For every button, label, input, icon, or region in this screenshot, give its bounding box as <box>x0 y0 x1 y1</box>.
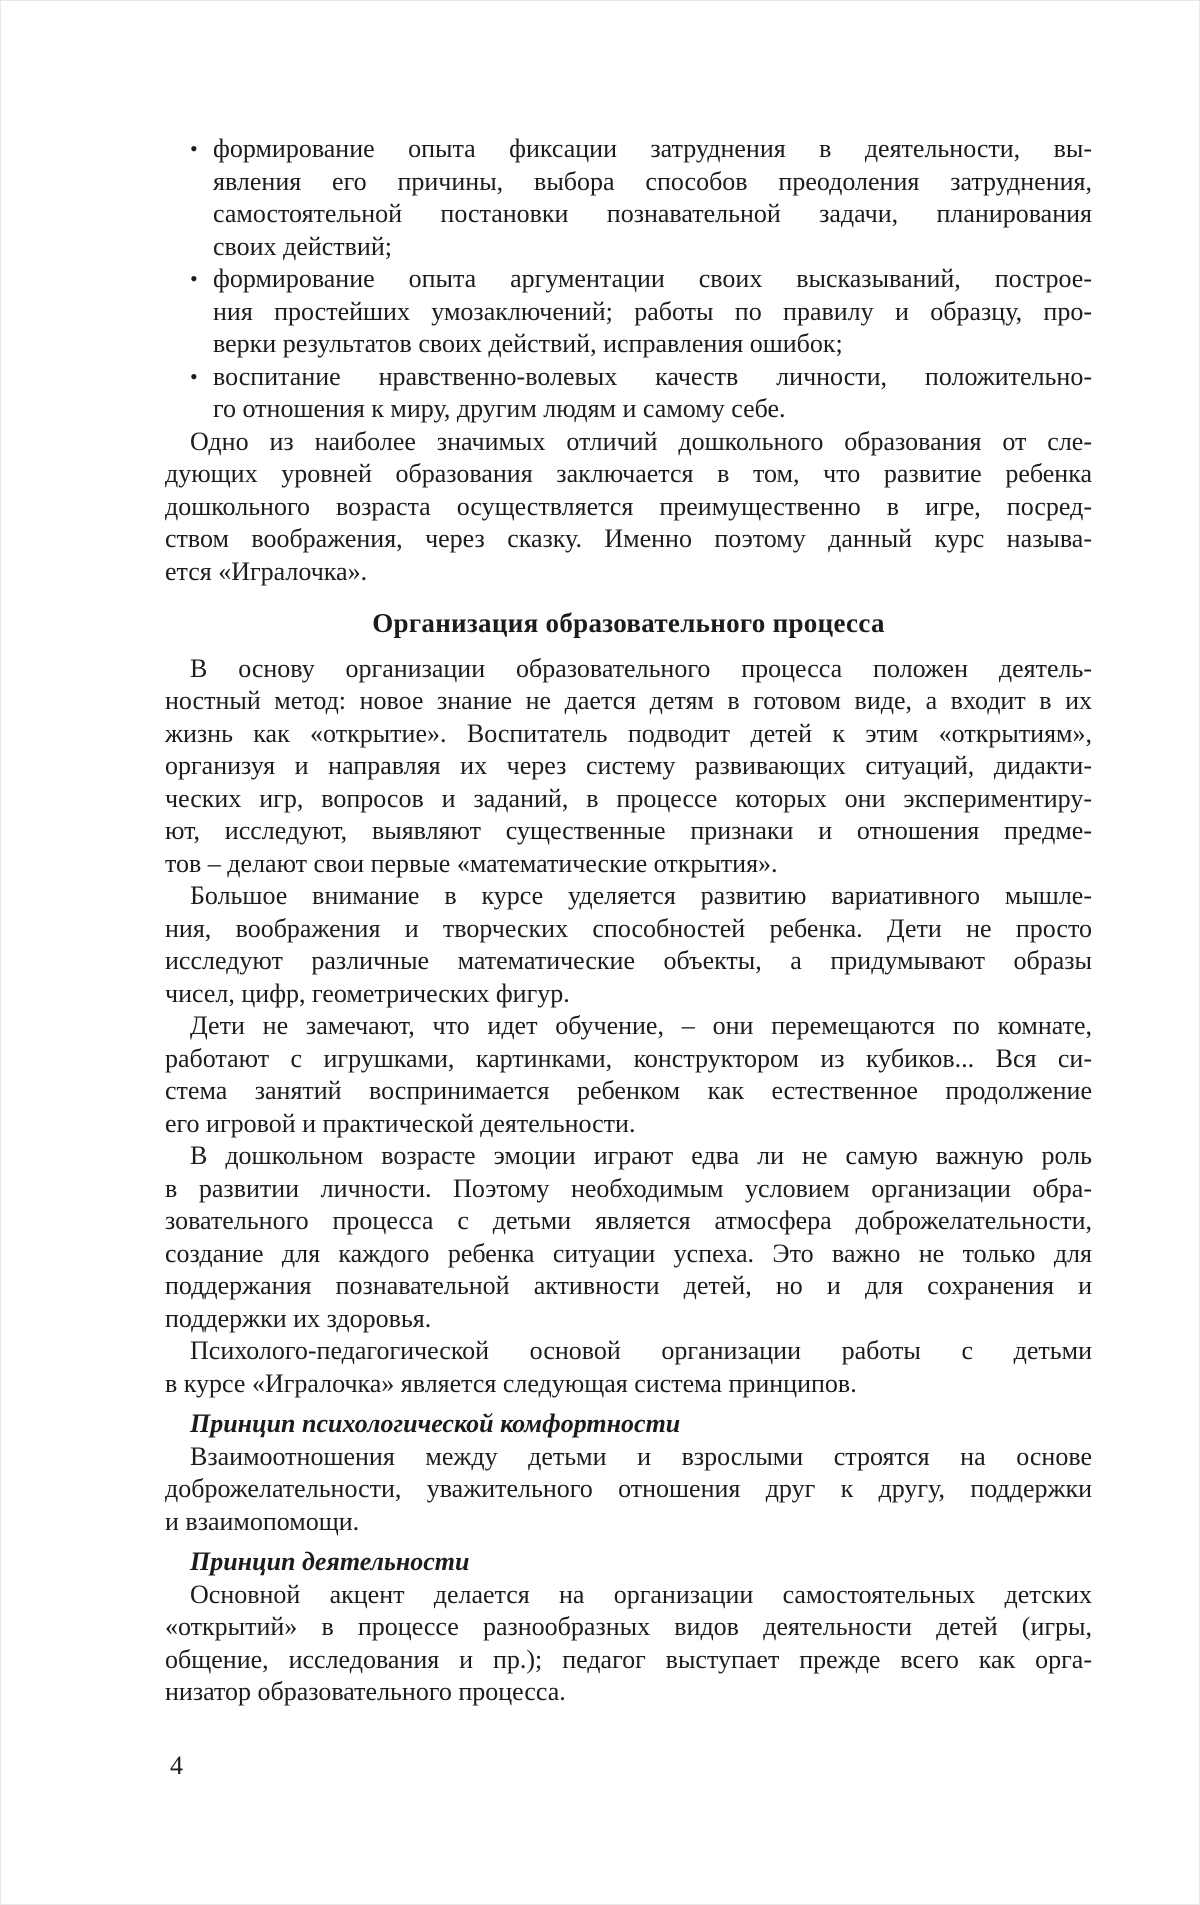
text-line: воспитание нравственно-волевых качеств личности, положительно- <box>213 361 1092 391</box>
bullet-item <box>165 361 1092 426</box>
paragraph <box>165 1010 1092 1140</box>
paragraph <box>165 1579 1092 1709</box>
text-line: ния, воображения и творческих способностей ребенка. Дети не просто <box>165 913 1092 943</box>
text-line: дошкольного возраста осуществляется преимущественно в игре, посред- <box>165 491 1092 521</box>
text-line: Психолого-педагогической основой организации работы с детьми <box>190 1336 1092 1365</box>
text-line: ческих игр, вопросов и заданий, в процессе которых они экспериментиру- <box>165 783 1092 813</box>
text-line: Основной акцент делается на организации самостоятельных детских <box>190 1579 1092 1609</box>
text-line: «открытий» в процессе разнообразных видов деятельности детей (игры, <box>165 1612 1092 1641</box>
text-line: поддержания познавательной активности детей, но и для сохранения и <box>165 1271 1092 1300</box>
text-line: Большое внимание в курсе уделяется развитию вариативного мышле- <box>190 881 1092 910</box>
text-line: самостоятельной постановки познавательной задачи, планирования <box>213 199 1092 228</box>
text-line: доброжелательности, уважительного отношения друг к другу, поддержки <box>165 1474 1092 1503</box>
bullet-icon: • <box>190 266 198 291</box>
paragraph <box>165 653 1092 881</box>
text-line: Одно из наиболее значимых отличий дошкольного образования от сле- <box>190 426 1092 456</box>
text-line: его игровой и практической деятельности. <box>165 1108 636 1138</box>
text-line: ется «Игралочка». <box>165 556 368 586</box>
paragraph <box>165 880 1092 1010</box>
text-line: и взаимопомощи. <box>165 1506 360 1536</box>
text-line: ностный метод: новое знание не дается детям в готовом виде, а входит в их <box>165 686 1092 715</box>
text-line: тов – делают свои первые «математические открытия». <box>165 848 778 878</box>
text-line: верки результатов своих действий, исправления ошибок; <box>213 329 843 358</box>
text-line: стема занятий воспринимается ребенком как естественное продолжение <box>165 1076 1092 1105</box>
bullet-item <box>165 133 1092 263</box>
bullet-icon: • <box>190 363 198 389</box>
text-line: создание для каждого ребенка ситуации успеха. Это важно не только для <box>165 1238 1092 1268</box>
text-line: формирование опыта фиксации затруднения в деятельности, вы- <box>213 134 1092 163</box>
paragraph <box>165 1441 1092 1539</box>
bullet-item <box>165 263 1092 361</box>
bullet-icon: • <box>190 136 198 161</box>
text-line: поддержки их здоровья. <box>165 1303 432 1333</box>
text-line: в курсе «Игралочка» является следующая система принципов. <box>165 1368 857 1398</box>
text-line: дующих уровней образования заключается в том, что развитие ребенка <box>165 459 1092 488</box>
text-line: В дошкольном возрасте эмоции играют едва ли не самую важную роль <box>190 1141 1092 1170</box>
paragraph <box>165 1335 1092 1400</box>
text-line: зовательного процесса с детьми является атмосфера доброжелательности, <box>165 1206 1092 1235</box>
paragraph <box>165 1140 1092 1335</box>
text-line: В основу организации образовательного процесса положен деятель- <box>190 653 1092 683</box>
text-line: организуя и направляя их через систему развивающих ситуаций, дидакти- <box>165 751 1092 780</box>
text-line: го отношения к миру, другим людям и самому себе. <box>213 394 786 423</box>
text-line: Взаимоотношения между детьми и взрослыми строятся на основе <box>190 1441 1092 1471</box>
text-line: ния простейших умозаключений; работы по правилу и образцу, про- <box>213 296 1092 326</box>
text-line: ством воображения, через сказку. Именно поэтому данный курс называ- <box>165 524 1092 553</box>
text-line: своих действий; <box>213 231 392 261</box>
text-line: ют, исследуют, выявляют существенные признаки и отношения предме- <box>165 816 1092 845</box>
text-line: общение, исследования и пр.); педагог выступает прежде всего как орга- <box>165 1644 1092 1674</box>
text-line: в развитии личности. Поэтому необходимым условием организации обра- <box>165 1173 1092 1203</box>
text-line: работают с игрушками, картинками, конструктором из кубиков... Вся си- <box>165 1043 1092 1073</box>
page-number: 4 <box>170 1751 183 1780</box>
text-line: явления его причины, выбора способов преодоления затруднения, <box>213 166 1092 196</box>
text-line: исследуют различные математические объекты, а придумывают образы <box>165 946 1092 975</box>
text-line: формирование опыта аргументации своих высказываний, построе- <box>213 264 1092 293</box>
page-content <box>165 133 1092 1709</box>
section-heading: Организация образовательного процесса <box>372 608 885 638</box>
principle-subheading: Принцип деятельности <box>190 1547 470 1576</box>
principle-subheading: Принцип психологической комфортности <box>190 1409 681 1438</box>
text-line: низатор образовательного процесса. <box>165 1677 566 1706</box>
paragraph <box>165 426 1092 589</box>
text-line: Дети не замечают, что идет обучение, – они перемещаются по комнате, <box>190 1011 1092 1040</box>
text-line: чисел, цифр, геометрических фигур. <box>165 978 570 1008</box>
text-line: жизнь как «открытие». Воспитатель подводит детей к этим «открытиям», <box>165 718 1092 748</box>
